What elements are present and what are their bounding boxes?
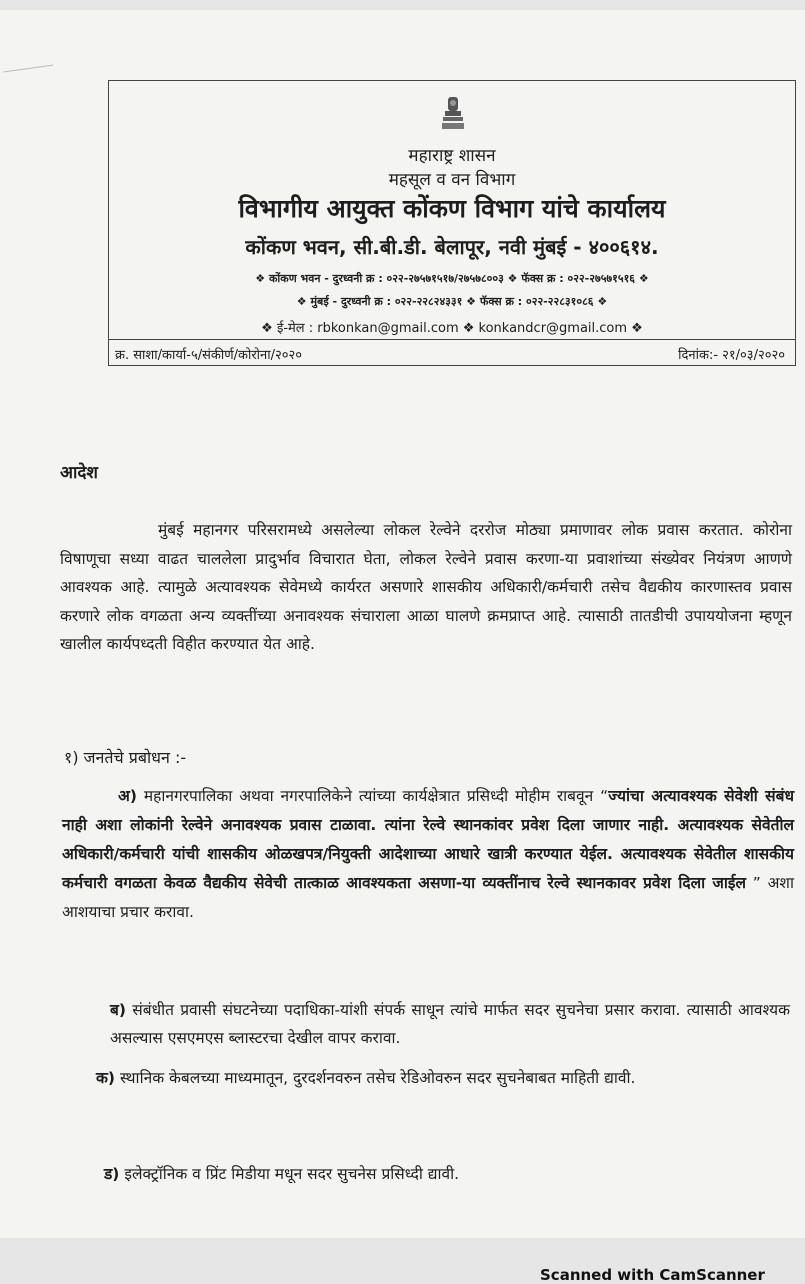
office-address: कोंकण भवन, सी.बी.डी. बेलापूर, नवी मुंबई - ४००६१४. <box>245 235 659 259</box>
order-heading: आदेश <box>60 463 98 483</box>
section-1-title: १) जनतेचे प्रबोधन :- <box>64 748 187 767</box>
scanner-watermark: Scanned with CamScanner <box>540 1266 765 1284</box>
reference-number: क्र. साशा/कार्या-५/संकीर्ण/कोरोना/२०२० <box>115 348 303 363</box>
contact-konkan-bhavan: ❖ कोंकण भवन - दुरध्वनी क्र : ०२२-२७५७१५१७/२७५७८००३ ❖ फॅक्स क्र : ०२२-२७५७१५१६ ❖ <box>255 272 649 285</box>
item-a-marker: अ) <box>118 787 137 805</box>
scan-mark <box>3 65 54 85</box>
item-c <box>96 1064 786 1092</box>
item-c-text: स्थानिक केबलच्या माध्यमातून, दुरदर्शनवरुन तसेच रेडिओवरुन सदर सुचनेबाबत माहिती द्यावी. <box>119 1069 636 1087</box>
reference-row <box>109 339 795 366</box>
item-a-text-end: ” अशा आशयाचा प्रचार करावा. <box>62 874 794 921</box>
item-d-text: इलेक्ट्रॉनिक व प्रिंट मिडीया मधून सदर सुचनेस प्रसिध्दी द्यावी. <box>124 1165 460 1183</box>
item-a-text-start: महानगरपालिका अथवा नगरपालिकेने त्यांच्या कार्यक्षेत्रात प्रसिध्दी मोहीम राबवून “ <box>143 787 609 805</box>
item-b <box>110 996 790 1052</box>
document-page <box>0 10 805 1238</box>
office-name: विभागीय आयुक्त कोंकण विभाग यांचे कार्यालय <box>238 194 666 223</box>
item-b-marker: ब) <box>110 1001 126 1019</box>
state-emblem-icon <box>439 93 467 133</box>
intro-paragraph: मुंबई महानगर परिसरामध्ये असलेल्या लोकल रेल्वेने दररोज मोठ्या प्रमाणावर लोक प्रवास करतात. कोरोना विषाणूचा सध्या वाढत चाललेला प्रादुर्भाव विचारात घेता, लोकल रेल्वेने प्रवास करणा-या प्रवाशांच्या संख्येवर नियंत्रण आणणे आवश्यक आहे. त्यामुळे अत्यावश्यक सेवेमध्ये कार्यरत असणारे शासकीय अधिकारी/कर्मचारी तसेच वैद्यकीय कारणास्तव प्रवास करणारे लोक वगळता अन्य व्यक्तींच्या अनावश्यक संचाराला आळा घालणे क्रमप्राप्त आहे. त्यासाठी तातडीची उपाययोजना म्हणून खालील कार्यपध्दती विहीत करण्यात येत आहे. <box>60 521 792 653</box>
contact-email: ❖ ई-मेल : rbkonkan@gmail.com ❖ konkandcr@gmail.com ❖ <box>261 321 643 336</box>
item-a <box>62 782 794 927</box>
government-name: महाराष्ट्र शासन <box>408 146 496 166</box>
contact-mumbai: ❖ मुंबई - दुरध्वनी क्र : ०२२-२२८२४३३१ ❖ फॅक्स क्र : ०२२-२२८३१०८६ ❖ <box>296 295 608 308</box>
item-c-marker: क) <box>96 1069 115 1087</box>
letterhead-box <box>108 80 796 366</box>
department-name: महसूल व वन विभाग <box>388 170 516 190</box>
item-a-text-bold: ज्यांचा अत्यावश्यक सेवेशी संबंध नाही अशा लोकांनी रेल्वेने अनावश्यक प्रवास टाळावा. त्यांना रेल्वे स्थानकांवर प्रवेश दिला जाणार नाही. अत्यावश्यक सेवेतील अधिकारी/कर्मचारी यांची शासकीय ओळखपत्र/नियुक्ती आदेशाच्या आधारे खात्री करण्यात येईल. अत्यावश्यक सेवेतील शासकीय कर्मचारी वगळता केवळ वैद्यकीय सेवेची तात्काळ आवश्यकता असणा-या व्यक्तींनाच रेल्वे स्थानकावर प्रवेश दिला जाईल <box>62 787 795 892</box>
item-b-text: संबंधीत प्रवासी संघटनेच्या पदाधिका-यांशी संपर्क साधून त्यांचे मार्फत सदर सुचनेचा प्रसार करावा. त्यासाठी आवश्यक असल्यास एसएमएस ब्लास्टरचा देखील वापर करावा. <box>110 1001 790 1047</box>
item-d-marker: ड) <box>104 1165 120 1183</box>
order-date: दिनांक:- २१/०३/२०२० <box>678 348 785 363</box>
item-d <box>104 1160 784 1188</box>
